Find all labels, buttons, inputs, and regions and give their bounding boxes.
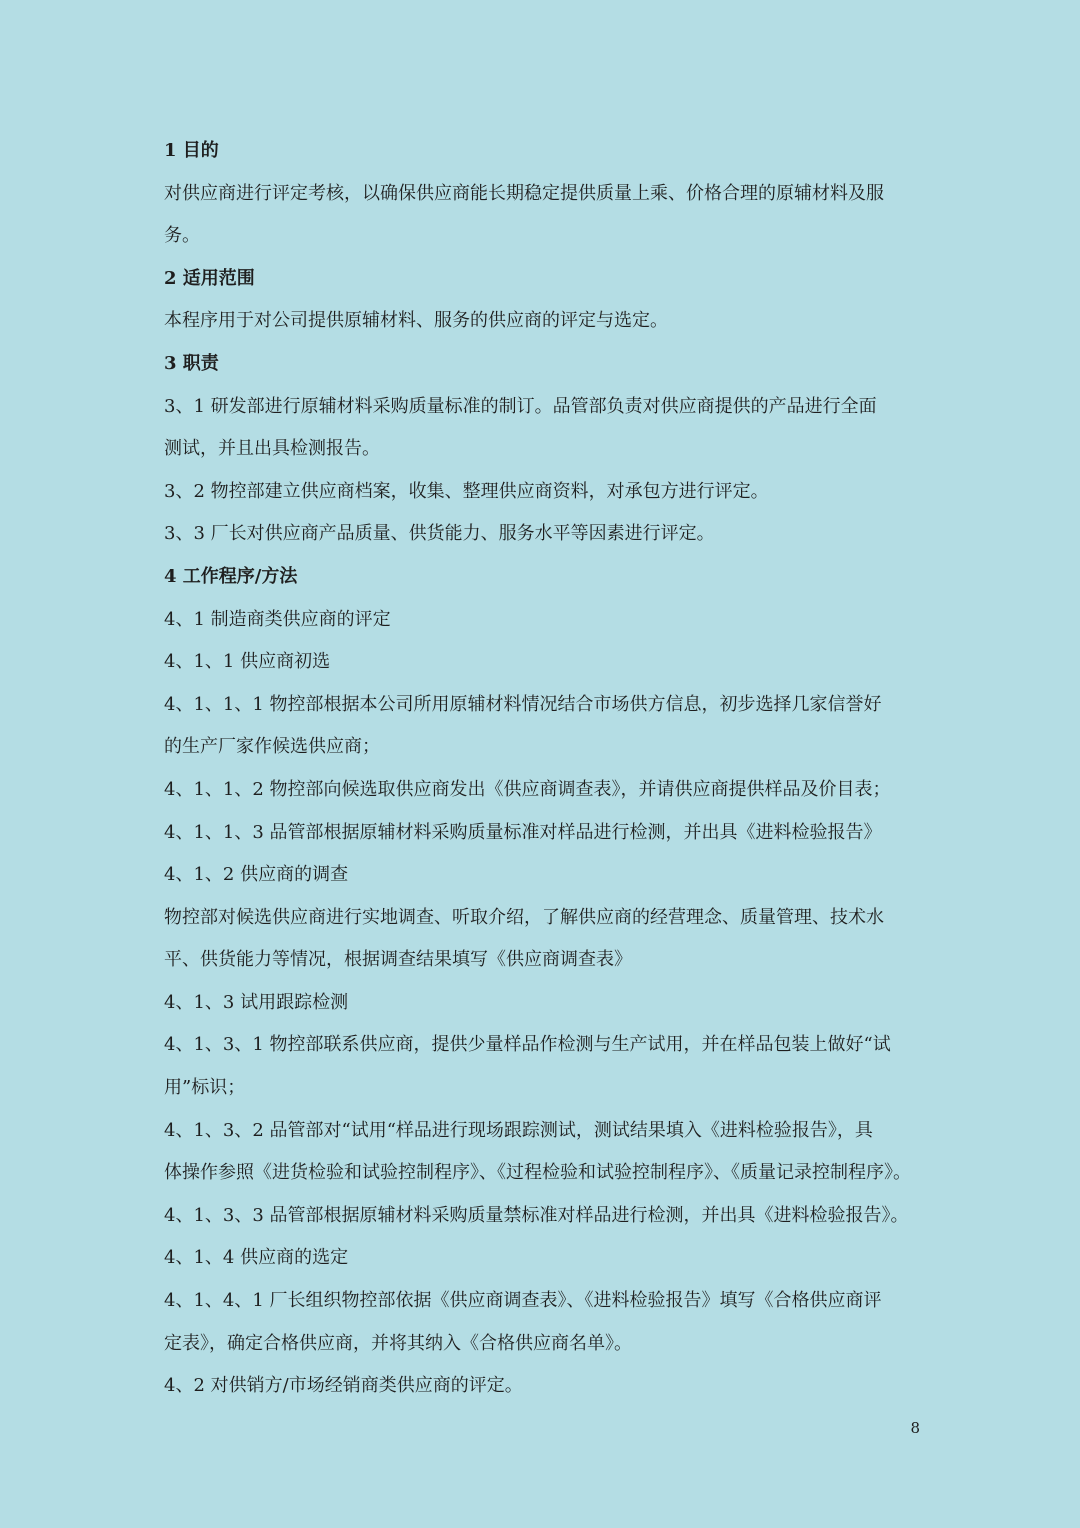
paragraph-line: 4、1、1、3 品管部根据原辅材料采购质量标准对样品进行检测，并出具《进料检验报告》 [164, 821, 882, 843]
paragraph-line: 的生产厂家作候选供应商； [164, 736, 380, 758]
paragraph-line: 定表》，确定合格供应商，并将其纳入《合格供应商名单》。 [164, 1332, 632, 1354]
paragraph-line: 4、1、3 试用跟踪检测 [164, 991, 349, 1013]
paragraph-line: 测试，并且出具检测报告。 [164, 438, 380, 460]
paragraph-line: 3、3 厂长对供应商产品质量、供货能力、服务水平等因素进行评定。 [164, 523, 715, 545]
paragraph-line: 4、1、3、1 物控部联系供应商，提供少量样品作检测与生产试用，并在样品包装上做好“试 [164, 1034, 891, 1056]
paragraph-line: 4、1、4 供应商的选定 [164, 1247, 349, 1269]
paragraph-line: 务。 [164, 225, 200, 247]
paragraph-line: 4、1、3、3 品管部根据原辅材料采购质量禁标准对样品进行检测，并出具《进料检验报告》。 [164, 1204, 909, 1226]
paragraph-line: 平、供货能力等情况，根据调查结果填写《供应商调查表》 [164, 949, 632, 971]
paragraph-line: 4、1、4、1 厂长组织物控部依据《供应商调查表》、《进料检验报告》填写《合格供应商评 [164, 1290, 882, 1312]
paragraph-line: 本程序用于对公司提供原辅材料、服务的供应商的评定与选定。 [164, 310, 668, 332]
paragraph-line: 4、1、1、2 物控部向候选取供应商发出《供应商调查表》，并请供应商提供样品及价目表； [164, 778, 891, 800]
section-heading: 1 目的 [164, 140, 219, 161]
paragraph-line: 4、2 对供销方/市场经销商类供应商的评定。 [164, 1375, 523, 1397]
paragraph-line: 3、1 研发部进行原辅材料采购质量标准的制订。品管部负责对供应商提供的产品进行全面 [164, 395, 877, 417]
paragraph-line: 4、1、2 供应商的调查 [164, 864, 349, 886]
paragraph-line: 物控部对候选供应商进行实地调查、听取介绍，了解供应商的经营理念、质量管理、技术水 [164, 906, 884, 928]
document-body [164, 130, 920, 1408]
paragraph-line: 体操作参照《进货检验和试验控制程序》、《过程检验和试验控制程序》、《质量记录控制程序》。 [164, 1162, 911, 1184]
paragraph-line: 用”标识； [164, 1077, 246, 1099]
paragraph-line: 4、1、1 供应商初选 [164, 651, 331, 673]
page-number: 8 [910, 1419, 920, 1437]
section-heading: 2 适用范围 [164, 267, 255, 289]
paragraph-line: 3、2 物控部建立供应商档案，收集、整理供应商资料，对承包方进行评定。 [164, 480, 769, 502]
paragraph-line: 4、1、1、1 物控部根据本公司所用原辅材料情况结合市场供方信息，初步选择几家信誉好 [164, 693, 882, 715]
section-heading: 4 工作程序/方法 [164, 565, 298, 587]
section-heading: 3 职责 [164, 352, 219, 374]
paragraph-line: 对供应商进行评定考核，以确保供应商能长期稳定提供质量上乘、价格合理的原辅材料及服 [164, 182, 884, 204]
paragraph-line: 4、1 制造商类供应商的评定 [164, 608, 391, 630]
paragraph-line: 4、1、3、2 品管部对“试用“样品进行现场跟踪测试，测试结果填入《进料检验报告》，具 [164, 1119, 873, 1141]
